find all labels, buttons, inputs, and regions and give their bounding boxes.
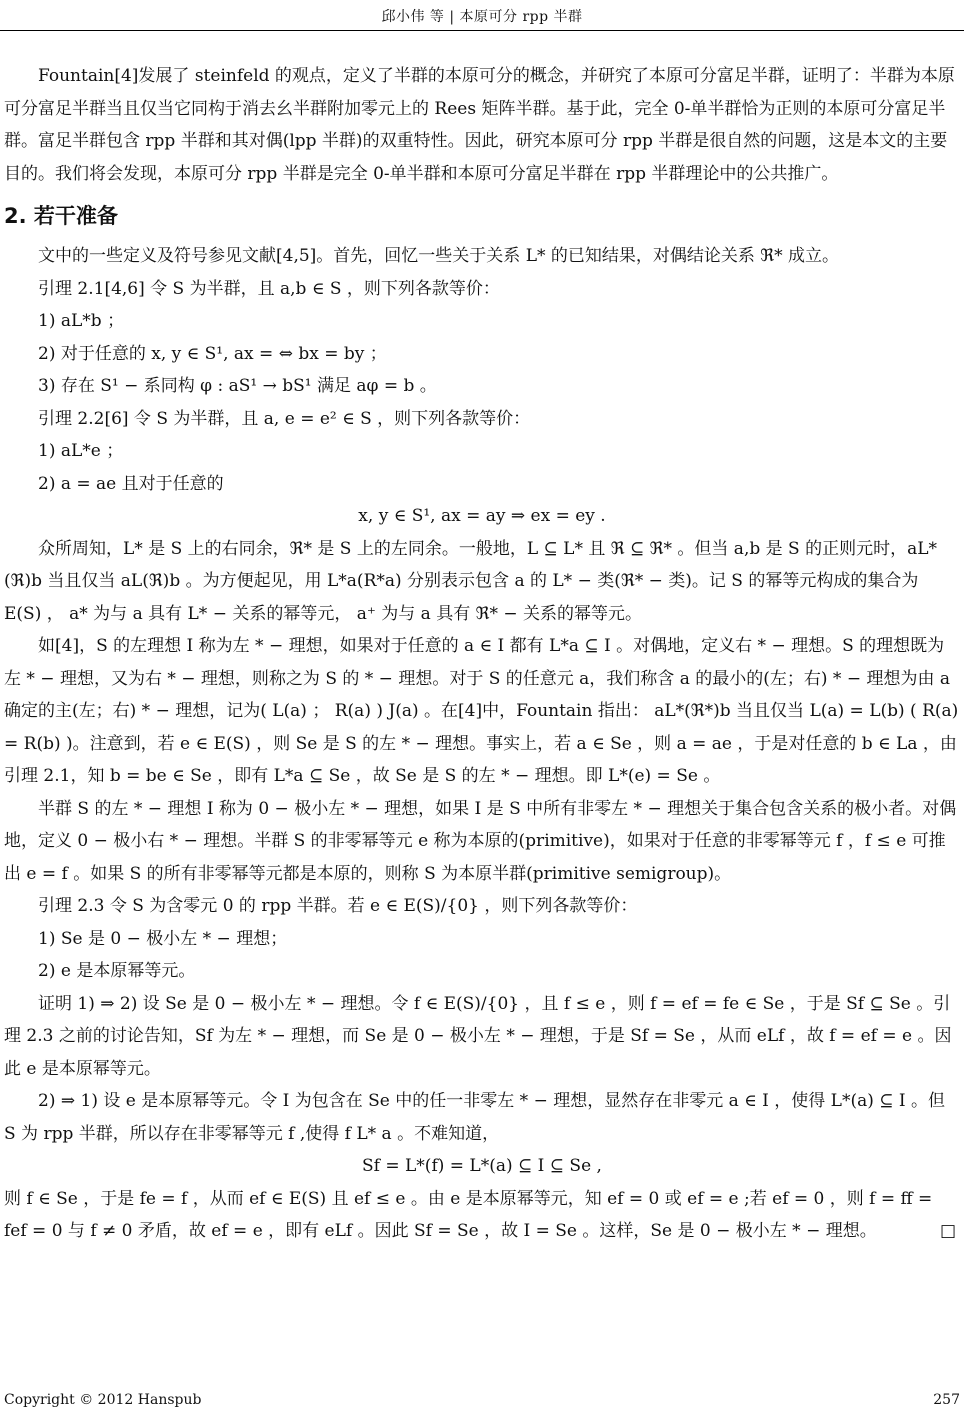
page-number: 257 xyxy=(933,1392,960,1408)
page-footer xyxy=(4,1392,960,1408)
lemma-2-2-item-2: 2) a = ae 且对于任意的 xyxy=(38,473,224,494)
proof-part-1: 证明 1) ⇒ 2) 设 Se 是 0 − 极小左 * − 理想。令 f ∈ E(S)/{0} ，且 f ≤ e ，则 f = ef = fe ∈ Se ，于是 Sf ⊆ Se 。引理 2.3 之前的讨论告知，Sf 为左 * − 理想，而 Se 是 0 − 极小左 * − 理想，于是 Sf = Se ，从而 eLf ，故 f = ef = e 。因此 e 是本原幂等元。 xyxy=(4,993,952,1079)
preliminaries-paragraph: 文中的一些定义及符号参见文献[4,5]。首先，回忆一些关于关系 L* 的已知结果，对偶结论关系 ℜ* 成立。 xyxy=(38,246,840,266)
lemma-2-1-item-3: 3) 存在 S¹ − 系同构 φ : aS¹ → bS¹ 满足 aφ = b 。 xyxy=(38,376,437,396)
proof-conclusion-text: 则 f ∈ Se ，于是 fe = f ，从而 ef ∈ E(S) 且 ef ≤ e 。由 e 是本原幂等元，知 ef = 0 或 ef = e ;若 ef = 0 ，则 f = ff = fef = 0 与 f ≠ 0 矛盾，故 ef = e ，即有 eLf 。因此 Sf = Se ，故 I = Se 。这样，Se 是 0 − 极小左 * − 理想。 xyxy=(4,1188,933,1241)
proof-conclusion xyxy=(4,1183,960,1248)
header-rule xyxy=(0,30,964,31)
star-ideal-paragraph: 如[4]，S 的左理想 I 称为左 * − 理想，如果对于任意的 a ∈ I 都有 L*a ⊆ I 。对偶地，定义右 * − 理想。S 的理想既为左 * − 理想，又为右 * − 理想，则称之为 S 的 * − 理想。对于 S 的任意元 a，我们称含 a 的最小的(左；右) * − 理想为由 a 确定的主(左；右) * − 理想，记为( L(a) ； R(a) ) J(a) 。在[4]中，Fountain 指出： aL*(ℜ*)b 当且仅当 L(a) = L(b) ( R(a) = R(b) )。注意到，若 e ∈ E(S) ，则 Se 是 S 的左 * − 理想。事实上，若 a ∈ Se ，则 a = ae ，于是对任意的 b ∈ La ，由引理 2.1，知 b = be ∈ Se ，即有 L*a ⊆ Se ，故 Se 是 S 的左 * − 理想。即 L*(e) = Se 。 xyxy=(4,636,959,786)
lemma-2-3-item-2: 2) e 是本原幂等元。 xyxy=(38,961,196,981)
copyright-text: Copyright © 2012 Hanspub xyxy=(4,1392,202,1408)
lemma-2-1-item-1: 1) aL*b ； xyxy=(38,311,125,331)
green-relations-paragraph: 众所周知，L* 是 S 上的右同余，ℜ* 是 S 上的左同余。一般地，L ⊆ L* 且 ℜ ⊆ ℜ* 。但当 a,b 是 S 的正则元时，aL*(ℜ)b 当且仅当 aL(ℜ)b 。为方便起见，用 L*a(R*a) 分别表示包含 a 的 L* − 类(ℜ* − 类)。记 S 的幂等元构成的集合为 E(S) ， a* 为与 a 具有 L* − 关系的幂等元， a⁺ 为与 a 具有 ℜ* − 关系的幂等元。 xyxy=(4,538,938,624)
lemma-2-2: 引理 2.2[6] 令 S 为半群，且 a, e = e² ∈ S ，则下列各款等价： xyxy=(38,408,531,429)
lemma-2-2-item-1: 1) aL*e ； xyxy=(38,441,124,461)
section-title: 2. 若干准备 xyxy=(4,204,118,228)
article-body xyxy=(4,60,960,1248)
lemma-2-2-equation: x, y ∈ S¹, ax = ay ⇒ ex = ey . xyxy=(358,506,606,526)
primitive-paragraph: 半群 S 的左 * − 理想 I 称为 0 − 极小左 * − 理想，如果 I 是 S 中所有非零左 * − 理想关于集合包含关系的极小者。对偶地，定义 0 − 极小右 * − 理想。半群 S 的非零幂等元 e 称为本原的(primitive)，如果对于任意的非零幂等元 f ，f ≤ e 可推出 e = f 。如果 S 的所有非零幂等元都是本原的，则称 S 为本原半群(primitive semigroup)。 xyxy=(4,798,957,884)
lemma-2-3-item-1: 1) Se 是 0 − 极小左 * − 理想； xyxy=(38,928,288,949)
proof-part-2: 2) ⇒ 1) 设 e 是本原幂等元。令 I 为包含在 Se 中的任一非零左 * − 理想，显然存在非零元 a ∈ I ，使得 L*(a) ⊆ I 。但 S 为 rpp 半群，所以存在非零幂等元 f ,使得 f L* a 。不难知道， xyxy=(4,1091,946,1144)
proof-equation: Sf = L*(f) = L*(a) ⊆ I ⊆ Se , xyxy=(362,1156,602,1176)
lemma-2-1-item-2: 2) 对于任意的 x, y ∈ S¹, ax = ⇔ bx = by ； xyxy=(38,343,387,364)
intro-paragraph: Fountain[4]发展了 steinfeld 的观点，定义了半群的本原可分的概念，并研究了本原可分富足半群，证明了：半群为本原可分富足半群当且仅当它同构于消去幺半群附加零元上的 Rees 矩阵半群。基于此，完全 0-单半群恰为正则的本原可分富足半群。富足半群包含 rpp 半群和其对偶(lpp 半群)的双重特性。因此，研究本原可分 rpp 半群是很自然的问题，这是本文的主要目的。我们将会发现，本原可分 rpp 半群是完全 0-单半群和本原可分富足半群在 rpp 半群理论中的公共推广。 xyxy=(4,66,955,184)
qed-symbol: □ xyxy=(939,1221,956,1241)
running-header: 邱小伟 等 | 本原可分 rpp 半群 xyxy=(381,9,583,25)
lemma-2-3: 引理 2.3 令 S 为含零元 0 的 rpp 半群。若 e ∈ E(S)/{0} ，则下列各款等价： xyxy=(38,896,638,916)
lemma-2-1: 引理 2.1[4,6] 令 S 为半群，且 a,b ∈ S ，则下列各款等价： xyxy=(38,278,500,299)
